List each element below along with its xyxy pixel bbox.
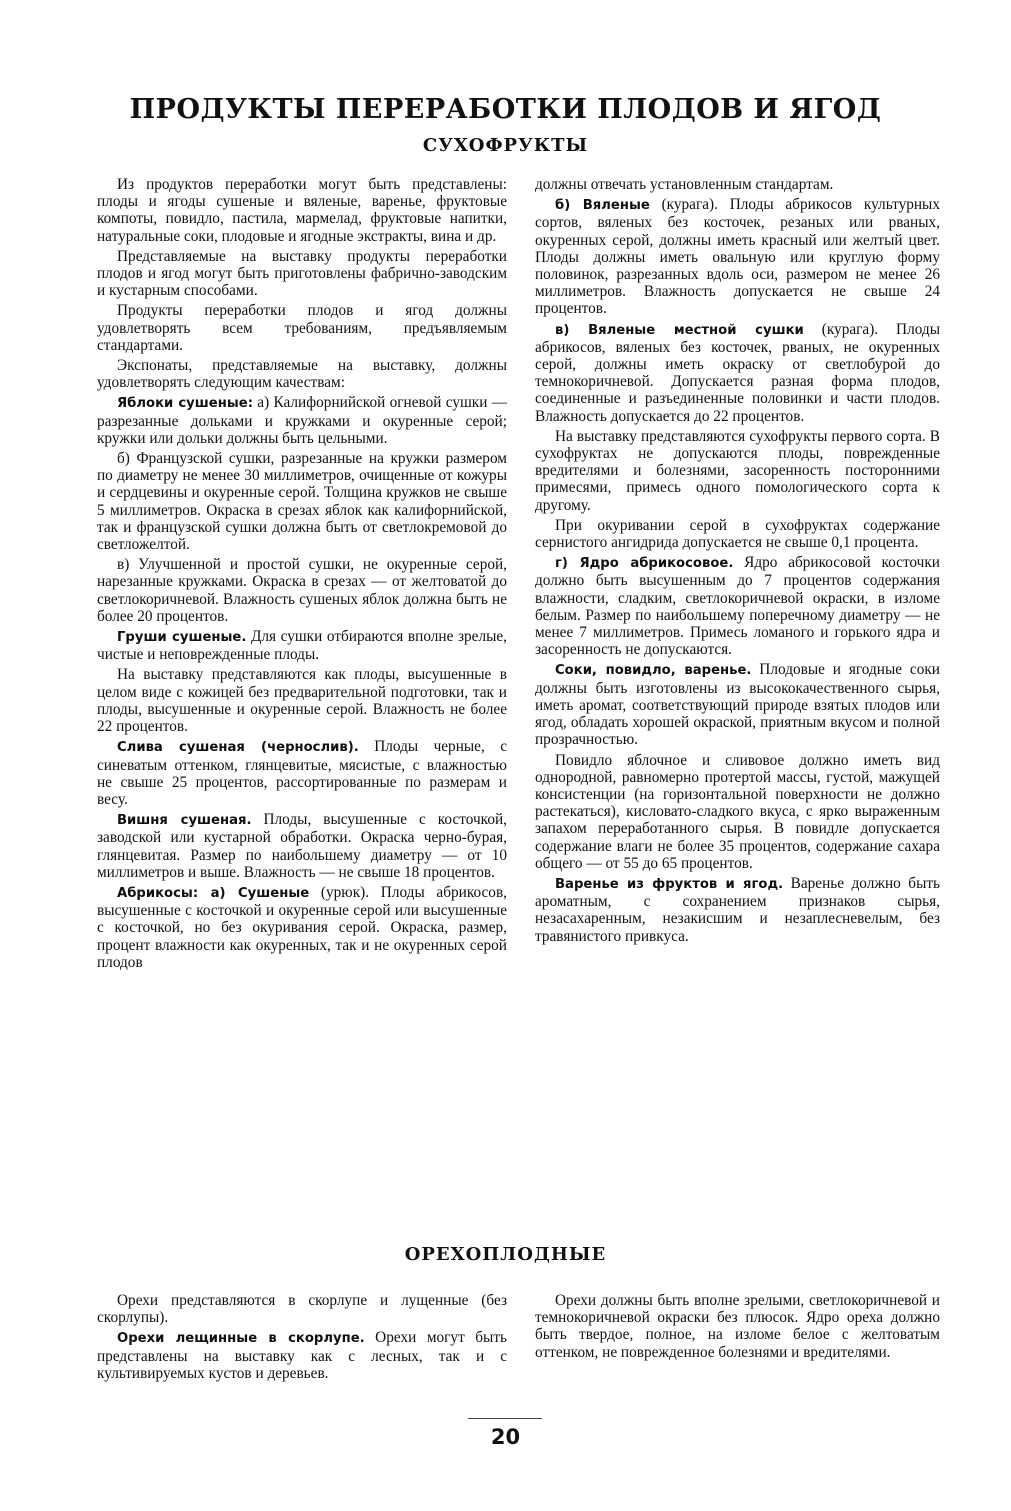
paragraph	[97, 1329, 507, 1382]
paragraph-text: Орехи могут быть представлены на выставку как с лесных, так и с культивируемых кустов и деревьев.	[97, 1329, 507, 1382]
paragraph-text: Продукты переработки плодов и ягод должны удовлетворять всем требованиям, предъявляемым стандартами.	[97, 302, 507, 354]
left-column	[97, 176, 507, 974]
paragraph-text: Из продуктов переработки могут быть представлены: плоды и ягоды сушеные и вяленые, варенье, фруктовые компоты, повидло, пастила, мармелад, фруктовые напитки, натуральные соки, плодовые и ягодные экстракты, вина и др.	[97, 176, 507, 245]
paragraph-text: Орехи представляются в скорлупе и лущенные (без скорлупы).	[97, 1292, 507, 1327]
paragraph	[97, 450, 507, 553]
paragraph-text: Представляемые на выставку продукты переработки плодов и ягод могут быть приготовлены фабрично-заводским и кустарным способами.	[97, 247, 507, 300]
paragraph-text: а) Калифорнийской огневой сушки — разрезанные дольками и кружками и окуренные серой; кружки или дольки должны быть цельными.	[97, 394, 508, 447]
paragraph	[97, 666, 507, 735]
paragraph-lead: Груши сушеные.	[117, 630, 247, 646]
paragraph	[535, 875, 940, 945]
paragraph-text: При окуривании серой в сухофруктах содержание сернистого ангидрида допускается не свыше 0,1 процента.	[535, 516, 940, 552]
paragraph-text: в) Улучшенной и простой сушки, не окуренные серой, нарезанные кружками. Окраска в срезах — от желтоватой до светлокоричневой. Влажность сушеных яблок должна быть не более 20 процентов.	[97, 556, 507, 625]
paragraph-text: Плодовые и ягодные соки должны быть изготовлены из высококачественного сырья, иметь аромат, соответствующий природе взятых плодов или ягод, обладать хорошей окраской, приятным вкусом и полной прозрачностью.	[535, 661, 940, 749]
paragraph-text: Варенье должно быть ароматным, с сохранением признаков сырья, незасахаренным, незакисшим и незаплесневелым, без травянистого привкуса.	[535, 874, 941, 945]
paragraph	[97, 884, 507, 971]
section-title-nuts: ОРЕХОПЛОДНЫЕ	[404, 1244, 607, 1265]
paragraph-lead: Орехи лещинные в скорлупе.	[117, 1331, 365, 1347]
paragraph-lead: Вишня сушеная.	[117, 813, 252, 829]
right-column	[535, 176, 940, 948]
paragraph	[535, 554, 940, 658]
section-title-dried-fruits: СУХОФРУКТЫ	[422, 135, 589, 156]
paragraph	[97, 248, 507, 300]
paragraph-lead: в) Вяленые местной сушки	[555, 322, 804, 338]
paragraph-lead: Соки, повидло, варенье.	[555, 663, 752, 679]
nuts-left-column	[97, 1292, 507, 1385]
paragraph	[535, 321, 940, 425]
paragraph-text: Повидло яблочное и сливовое должно иметь вид однородной, равномерно протертой массы, густой, мажущей консистенции (на горизонтальной поверхности не должно растекаться), кисловато-сладкого вкуса, с ярко выраженным запахом переработанного сырья. В повидле допускается содержание влаги не более 35 процентов, содержание сахара общего — от 55 до 65 процентов.	[535, 751, 940, 872]
paragraph	[535, 1292, 940, 1361]
paragraph	[97, 556, 507, 625]
paragraph	[97, 176, 507, 245]
paragraph-text: (курага). Плоды абрикосов культурных сортов, вяленых без косточек, резаных или рваных, окуренных серой, должны иметь красный или желтый цвет. Плоды должны иметь овальную или круглую форму половинок, разрезанных вдоль оси, размером не менее 26 миллиметров. Влажность допускается не свыше 24 процентов.	[535, 196, 940, 318]
paragraph-text: Плоды черные, с синеватым оттенком, глянцевитые, мясистые, с влажностью не свыше 25 процентов, рассортированные по размерам и весу.	[97, 738, 507, 808]
paragraph	[97, 357, 507, 391]
page-title: ПРОДУКТЫ ПЕРЕРАБОТКИ ПЛОДОВ И ЯГОД	[129, 94, 882, 125]
footer-rule	[468, 1418, 542, 1419]
paragraph-text: Ядро абрикосовой косточки должно быть высушенным до 7 процентов содержания влажности, сладким, светлокоричневой окраски, в изломе белым. Размер по наибольшему поперечному диаметру — не менее 7 миллиметров. Примесь ломаного и горького ядра и засоренность не допускаются.	[535, 554, 940, 659]
paragraph	[97, 394, 507, 447]
paragraph-text: На выставку представляются как плоды, высушенные в целом виде с кожицей без предварительной подготовки, так и плоды, высушенные и окуренные серой. Влажность не более 22 процентов.	[97, 666, 507, 736]
paragraph	[535, 428, 940, 514]
paragraph-text: должны отвечать установленным стандартам.	[535, 176, 834, 193]
paragraph-lead: Яблоки сушеные:	[117, 396, 253, 412]
paragraph	[97, 1292, 507, 1326]
paragraph	[535, 196, 940, 317]
page-number: 20	[490, 1425, 521, 1449]
paragraph-lead: Варенье из фруктов и ягод.	[555, 876, 784, 892]
paragraph-text: б) Французской сушки, разрезанные на кружки размером по диаметру не менее 30 миллиметров, очищенные от кожуры и сердцевины и окуренные серой. Толщина кружков не свыше 5 миллиметров. Окраска в срезах яблок как калифорнийской, так и французской сушки должна быть от светлокремовой до светложелтой.	[97, 450, 507, 554]
paragraph-lead: Абрикосы: а) Сушеные	[117, 885, 310, 901]
paragraph-lead: б) Вяленые	[555, 198, 650, 214]
paragraph	[97, 738, 507, 808]
paragraph-text: (урюк). Плоды абрикосов, высушенные с косточкой и окуренные серой или высушенные с косточкой, но без окуривания серой. Окраска, размер, процент влажности как окуренных, так и не окуренных серой плодов	[97, 883, 508, 971]
paragraph-text: На выставку представляются сухофрукты первого сорта. В сухофруктах не допускаются плоды, поврежденные вредителями и болезнями, засоренность посторонними примесями, примесь одного помологического сорта к другому.	[535, 427, 940, 514]
paragraph	[535, 661, 940, 748]
paragraph-text: (курага). Плоды абрикосов, вяленых без косточек, рваных, не окуренных серой, должны иметь окраску от светлобурой до темнокоричневой. Допускается разная форма плодов, соединенные и разъединенные половинки и части плодов. Влажность допускается до 22 процентов.	[535, 320, 940, 425]
paragraph-lead: г) Ядро абрикосовое.	[555, 556, 734, 572]
paragraph	[97, 628, 507, 663]
paragraph-text: Орехи должны быть вполне зрелыми, светлокоричневой и темнокоричневой окраски без плюсок. Ядро ореха должно быть твердое, полное, на изломе белое с желтоватым оттенком, не поврежденное болезнями и вредителями.	[535, 1292, 940, 1361]
paragraph	[535, 752, 940, 872]
paragraph-text: Плоды, высушенные с косточкой, заводской или кустарной обработки. Окраска черно-бурая, глянцевитая. Размер по наибольшему диаметру — от 10 миллиметров и выше. Влажность — не свыше 18 процентов.	[97, 811, 507, 881]
paragraph	[97, 811, 507, 881]
paragraph-lead: Слива сушеная (чернослив).	[117, 740, 359, 756]
paragraph	[535, 176, 940, 193]
paragraph	[97, 302, 507, 354]
paragraph-text: Экспонаты, представляемые на выставку, должны удовлетворять следующим качествам:	[97, 357, 507, 392]
nuts-right-column	[535, 1292, 940, 1364]
paragraph	[535, 517, 940, 551]
paragraph-text: Для сушки отбираются вполне зрелые, чистые и неповрежденные плоды.	[97, 628, 507, 664]
